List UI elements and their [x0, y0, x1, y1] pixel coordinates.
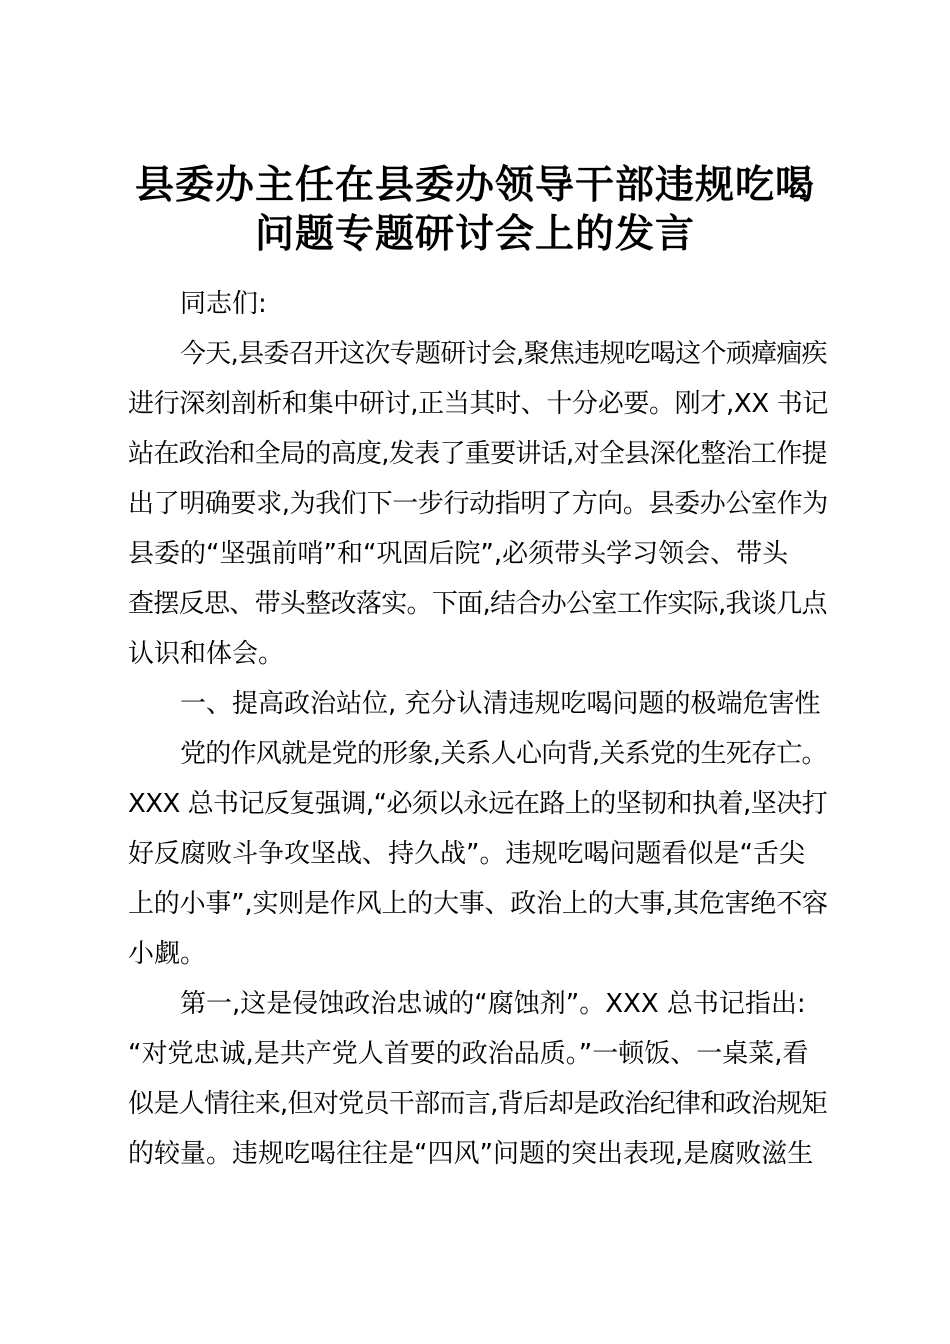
salutation: 同志们:	[180, 289, 267, 319]
paragraph-line: 县委的“坚强前哨”和“巩固后院”,必须带头学习领会、带头	[128, 539, 789, 569]
paragraph-line: 似是人情往来,但对党员干部而言,背后却是政治纪律和政治规矩	[128, 1089, 827, 1119]
paragraph-line: 查摆反思、带头整改落实。下面,结合办公室工作实际,我谈几点	[128, 589, 827, 619]
document-body	[128, 279, 828, 1179]
paragraph-line: 进行深刻剖析和集中研讨,正当其时、十分必要。刚才,XX 书记	[128, 389, 829, 419]
document-title-line-2: 问题专题研讨会上的发言	[254, 211, 695, 257]
section-heading: 一、提高政治站位, 充分认清违规吃喝问题的极端危害性	[180, 689, 821, 719]
paragraph-line: 上的小事”,实则是作风上的大事、政治上的大事,其危害绝不容	[128, 889, 828, 919]
paragraph-line: XXX 总书记反复强调,“必须以永远在路上的坚韧和执着,坚决打	[128, 789, 828, 819]
paragraph-line: 小觑。	[128, 939, 207, 969]
paragraph-line: 出了明确要求,为我们下一步行动指明了方向。县委办公室作为	[128, 489, 828, 519]
document-title-line-1: 县委办主任在县委办领导干部违规吃喝	[134, 162, 815, 208]
paragraph-line: 好反腐败斗争攻坚战、持久战”。违规吃喝问题看似是“舌尖	[128, 839, 805, 869]
paragraph-line: “对党忠诚,是共产党人首要的政治品质。”一顿饭、一桌菜,看	[128, 1039, 809, 1069]
paragraph-line: 认识和体会。	[128, 639, 285, 669]
paragraph-line: 党的作风就是党的形象,关系人心向背,关系党的生死存亡。	[180, 739, 827, 769]
paragraph-line: 的较量。违规吃喝往往是“四风”问题的突出表现,是腐败滋生	[128, 1139, 814, 1169]
paragraph-line: 今天,县委召开这次专题研讨会,聚焦违规吃喝这个顽瘴痼疾	[180, 339, 827, 369]
paragraph-line: 第一,这是侵蚀政治忠诚的“腐蚀剂”。XXX 总书记指出:	[180, 989, 806, 1019]
paragraph-line: 站在政治和全局的高度,发表了重要讲话,对全县深化整治工作提	[128, 439, 827, 469]
